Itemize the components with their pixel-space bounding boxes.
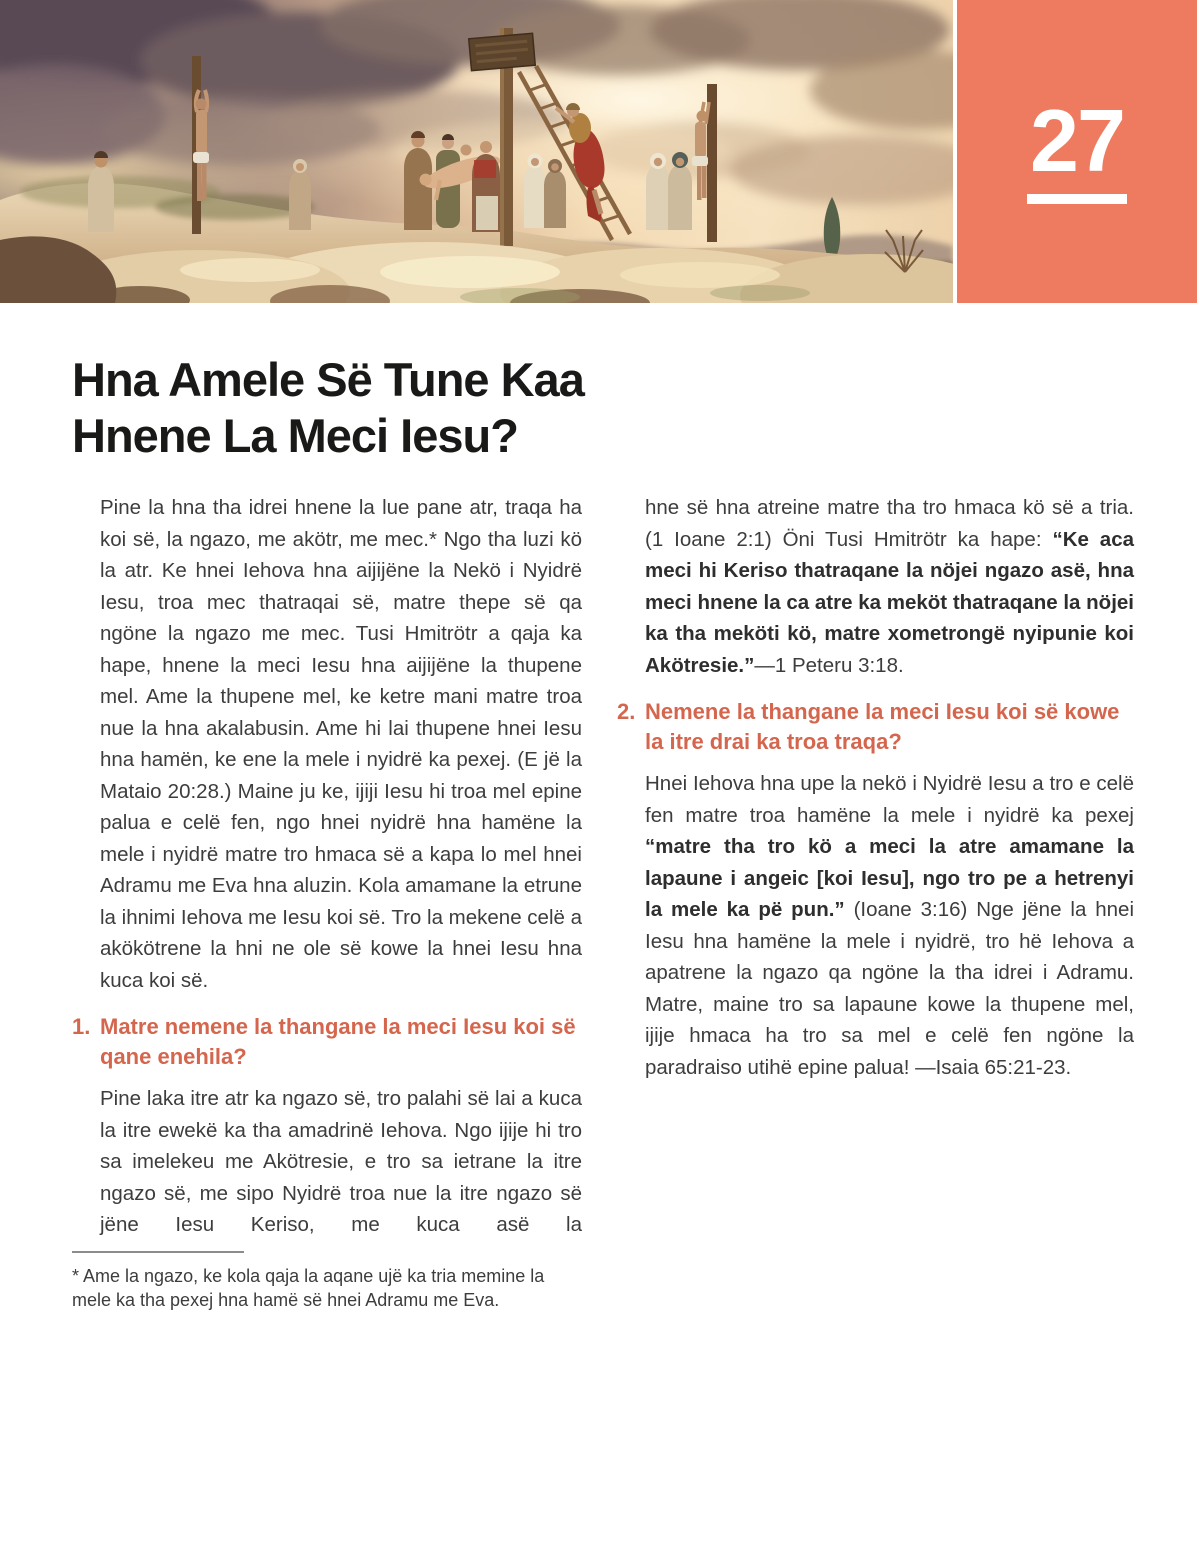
hero-image — [0, 0, 953, 303]
question-text-1: Matre nemene la thangane la meci Iesu koi së qane enehila? — [100, 1014, 576, 1069]
chapter-number: 27 — [1030, 91, 1124, 190]
answer-paragraph-1: Pine laka itre atr ka ngazo së, tro palahi së lai a kuca la itre ewekë ka tha amadrinë Iehova. Ngo ijije hi tro sa imelekeu me Akötresie, e tro sa ietrane la itre ngazo së, me sipo Nyidrë troa nue la itre ngazo së jëne Iesu Keriso, me kuca asë la — [100, 1087, 582, 1236]
question-number-2: 2. — [617, 699, 636, 724]
intro-paragraph: Pine la hna tha idrei hnene la lue pane atr, traqa ha koi së, la ngazo, me akötr, me mec.* Ngo tha luzi kö la atr. Ke hnei Iehova hna aijijëne la Nekö i Nyidrë Iesu, troa mec thatraqai së, matre thepe së qa ngöne la ngazo me mec. Tusi Hmitrötr a qaja ka hape, hnene la meci Iesu hna aijijëne la thupene mel. Ame la thupene mel, ke ketre mani matre troa nue la hna akalabusin. Ame hi lai thupene hnei Iesu hna hamën, ke ene la mele i nyidrë ka pexej. (E jë la Mataio 20:28.) Maine ju ke, ijiji Iesu hi troa mel epine palua e celë fen, ngo hnei nyidrë hna hamëne la mele i nyidrë matre tro hmaca së a kapa lo mel hnei Adramu me Eva hna aluzin. Kola amamane la etrune la ihnimi Iehova me Iesu koi së. Tro la mekene celë a akökötrene la hni ne ole së kowe la hnei Iesu hna kuca koi së. — [100, 496, 582, 992]
chapter-underline — [1027, 194, 1127, 204]
page-title-line-1: Hna Amele Së Tune Kaa — [72, 353, 584, 406]
continued-paragraph: hne së hna atreine matre tha tro hmaca kö së a tria. (1 Ioane 2:1) Öni Tusi Hmitrötr ka hape: “Ke aca meci hi Keriso thatraqane la nöjei ngazo asë, hna meci hnene la ca atre ka meköt thatraqane la nöjei ka tha meköti kö, matre xometrongë nyipunie koi Akötresie.”—1 Peteru 3:18. — [645, 496, 1135, 677]
question-heading-1 — [72, 1012, 582, 1072]
question-number-1: 1. — [72, 1014, 91, 1039]
question-heading-2 — [617, 697, 1134, 757]
question-text-2: Nemene la thangane la meci Iesu koi së kowe la itre drai ka troa traqa? — [645, 699, 1120, 754]
right-column — [617, 492, 1135, 1083]
chapter-badge — [957, 0, 1197, 303]
hero-illustration — [0, 0, 953, 303]
left-column — [72, 492, 582, 1313]
page-title-line-2: Hnene La Meci Iesu? — [72, 409, 518, 462]
answer-paragraph-2: Hnei Iehova hna upe la nekö i Nyidrë Iesu a tro e celë fen matre troa hamëne la mele i nyidrë ka pexej “matre tha tro kö a meci la atre amamane la lapaune i angeic [koi Iesu], ngo tro pe a hetrenyi la mele ka pë pun.” (Ioane 3:16) Nge jëne la hnei Iesu hna hamëne la mele i nyidrë, tro hë Iehova a apatrene la ngazo qa ngöne la tha idrei i Adramu. Matre, maine tro sa lapaune kowe la thupene mel, ijije hmaca ha tro sa mel e celë fen ngöne la paradraiso utihë epine palua! —Isaia 65:21-23. — [645, 772, 1135, 1079]
page-title — [72, 352, 772, 464]
cross-sign — [469, 33, 536, 70]
footnote-text: * Ame la ngazo, ke kola qaja la aqane ujë ka tria memine la mele ka tha pexej hna hamë së hnei Adramu me Eva. — [72, 1265, 545, 1310]
footnote-divider — [72, 1251, 244, 1253]
footnote-block — [72, 1251, 564, 1313]
